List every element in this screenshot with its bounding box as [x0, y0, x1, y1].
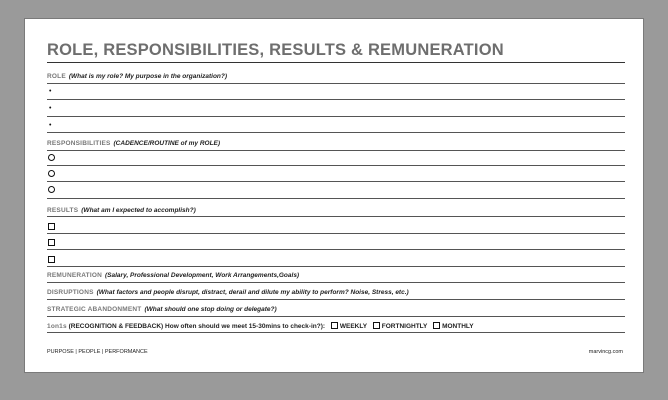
- worksheet-card: [24, 18, 644, 373]
- oneonone-header: [47, 322, 474, 330]
- responsibilities-header: [47, 140, 220, 147]
- role-line-2[interactable]: [47, 116, 625, 117]
- remuneration-prompt: (Salary, Professional Development, Work Arrangements,Goals): [105, 272, 300, 279]
- result-line-2[interactable]: [47, 249, 625, 250]
- result-checkbox-3[interactable]: [48, 256, 55, 263]
- oneonone-rule: [47, 332, 625, 333]
- role-line-3[interactable]: [47, 132, 625, 133]
- disruptions-prompt: (What factors and people disrupt, distract, derail and dilute my ability to perform? Noise, Stress, etc.): [96, 289, 409, 296]
- role-bullet-3: •: [49, 122, 52, 129]
- monthly-checkbox[interactable]: [433, 322, 440, 329]
- strategic-header: [47, 306, 277, 313]
- role-bullet-2: •: [49, 105, 52, 112]
- monthly-option: MONTHLY: [442, 323, 474, 330]
- remuneration-header: [47, 272, 299, 279]
- responsibility-circle-2[interactable]: [48, 170, 55, 177]
- strategic-prompt: (What should one stop doing or delegate?): [144, 306, 277, 313]
- remuneration-rule[interactable]: [47, 282, 625, 283]
- role-label: ROLE: [47, 73, 66, 80]
- weekly-option: WEEKLY: [339, 323, 367, 330]
- results-label: RESULTS: [47, 207, 79, 214]
- result-checkbox-2[interactable]: [48, 239, 55, 246]
- title-divider: [47, 62, 625, 63]
- strategic-label: STRATEGIC ABANDONMENT: [47, 306, 142, 313]
- responsibility-line-1[interactable]: [47, 165, 625, 166]
- role-line-1[interactable]: [47, 99, 625, 100]
- responsibility-circle-1[interactable]: [48, 154, 55, 161]
- result-line-1[interactable]: [47, 233, 625, 234]
- role-prompt: (What is my role? My purpose in the organization?): [68, 73, 228, 80]
- remuneration-label: REMUNERATION: [47, 272, 102, 279]
- role-header-rule: [47, 83, 625, 84]
- responsibilities-header-rule: [47, 150, 625, 151]
- oneonone-label: 1on1s: [47, 323, 67, 330]
- result-checkbox-1[interactable]: [48, 223, 55, 230]
- result-line-3[interactable]: [47, 266, 625, 267]
- fortnightly-option: FORTNIGHTLY: [381, 323, 428, 330]
- footer-website: marvincg.com: [588, 349, 623, 355]
- disruptions-label: DISRUPTIONS: [47, 289, 94, 296]
- footer-tagline: PURPOSE | PEOPLE | PERFORMANCE: [47, 349, 148, 355]
- responsibilities-prompt: (CADENCE/ROUTINE of my ROLE): [113, 140, 221, 147]
- fortnightly-checkbox[interactable]: [373, 322, 380, 329]
- responsibility-line-2[interactable]: [47, 181, 625, 182]
- results-prompt: (What am I expected to accomplish?): [81, 207, 196, 214]
- weekly-checkbox[interactable]: [331, 322, 338, 329]
- role-bullet-1: •: [49, 88, 52, 95]
- results-header: [47, 207, 196, 214]
- strategic-rule[interactable]: [47, 316, 625, 317]
- disruptions-rule[interactable]: [47, 299, 625, 300]
- disruptions-header: [47, 289, 409, 296]
- responsibility-circle-3[interactable]: [48, 186, 55, 193]
- page-title: ROLE, RESPONSIBILITIES, RESULTS & REMUNERATION: [47, 41, 504, 59]
- oneonone-prompt: (RECOGNITION & FEEDBACK) How often should we meet 15-30mins to check-in?):: [68, 323, 326, 330]
- results-header-rule: [47, 216, 625, 217]
- responsibility-line-3[interactable]: [47, 198, 625, 199]
- role-header: [47, 73, 227, 80]
- responsibilities-label: RESPONSIBILITIES: [47, 140, 111, 147]
